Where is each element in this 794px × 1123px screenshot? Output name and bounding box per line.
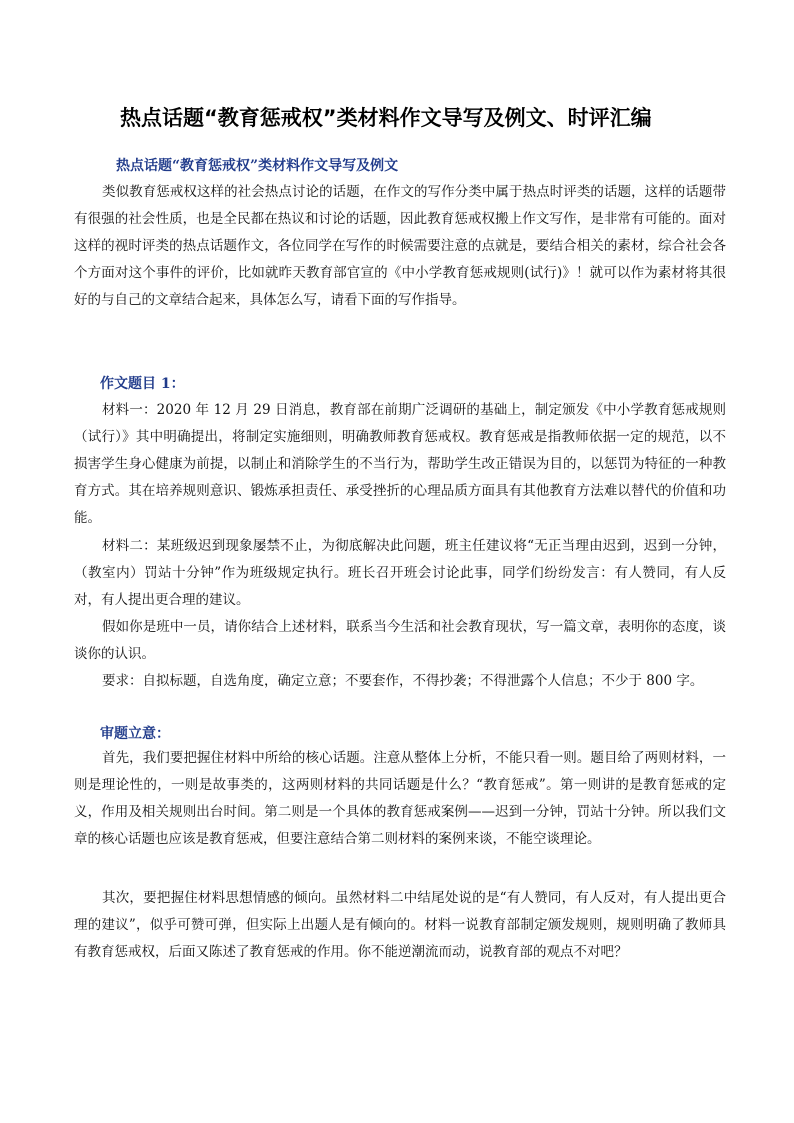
material-two-paragraph: 材料二：某班级迟到现象屡禁不止，为彻底解决此问题，班主任建议将“无正当理由迟到，迟到一分钟，（教室内）罚站十分钟”作为班级规定执行。班长召开班会讨论此事，同学们纷纷发言：有人赞同，有人反对，有人提出更合理的建议。 <box>74 538 726 608</box>
requirement-paragraph: 要求：自拟标题，自选角度，确定立意；不要套作，不得抄袭；不得泄露个人信息；不少于 800 字。 <box>102 673 704 689</box>
material-one-paragraph: 材料一：2020 年 12 月 29 日消息，教育部在前期广泛调研的基础上，制定颁发《中小学教育惩戒规则（试行）》其中明确提出，将制定实施细则，明确教师教育惩戒权。教育惩戒是指教师依据一定的规范，以不损害学生身心健康为前提，以制止和消除学生的不当行为，帮助学生改正错误为目的，以惩罚为特征的一种教育方式。其在培养规则意识、锻炼承担责任、承受挫折的心理品质方面具有其他教育方法难以替代的价值和功能。 <box>74 402 726 526</box>
topic-heading: 作文题目 1： <box>100 376 185 392</box>
document-title: 热点话题“教育惩戒权”类材料作文导写及例文、时评汇编 <box>120 106 652 130</box>
analysis-paragraph-two: 其次，要把握住材料思想情感的倾向。虽然材料二中结尾处说的是“有人赞同，有人反对，有人提出更合理的建议”，似乎可赞可弹，但实际上出题人是有倾向的。材料一说教育部制定颁发规则，规则明确了教师具有教育惩戒权，后面又陈述了教育惩戒的作用。你不能逆潮流而动，说教育部的观点不对吧？ <box>74 890 726 960</box>
intro-paragraph: 类似教育惩戒权这样的社会热点讨论的话题，在作文的写作分类中属于热点时评类的话题，这样的话题带有很强的社会性质，也是全民都在热议和讨论的话题，因此教育惩戒权搬上作文写作，是非常有可能的。面对这样的视时评类的热点话题作文，各位同学在写作的时候需要注意的点就是，要结合相关的素材，综合社会各个方面对这个事件的评价，比如就昨天教育部官宣的《中小学教育惩戒规则(试行)》！就可以作为素材将其很好的与自己的文章结合起来，具体怎么写，请看下面的写作指导。 <box>74 184 726 308</box>
section-subtitle: 热点话题“教育惩戒权”类材料作文导写及例文 <box>116 158 399 174</box>
analysis-paragraph-one: 首先，我们要把握住材料中所给的核心话题。注意从整体上分析，不能只看一则。题目给了两则材料，一则是理论性的，一则是故事类的，这两则材料的共同话题是什么？“教育惩戒”。第一则讲的是教育惩戒的定义，作用及相关规则出台时间。第二则是一个具体的教育惩戒案例——迟到一分钟，罚站十分钟。所以我们文章的核心话题也应该是教育惩戒，但要注意结合第二则材料的案例来谈，不能空谈理论。 <box>74 750 726 847</box>
task-paragraph: 假如你是班中一员，请你结合上述材料，联系当今生活和社会教育现状，写一篇文章，表明你的态度，谈谈你的认识。 <box>74 619 726 662</box>
analysis-heading: 审题立意： <box>100 726 170 742</box>
